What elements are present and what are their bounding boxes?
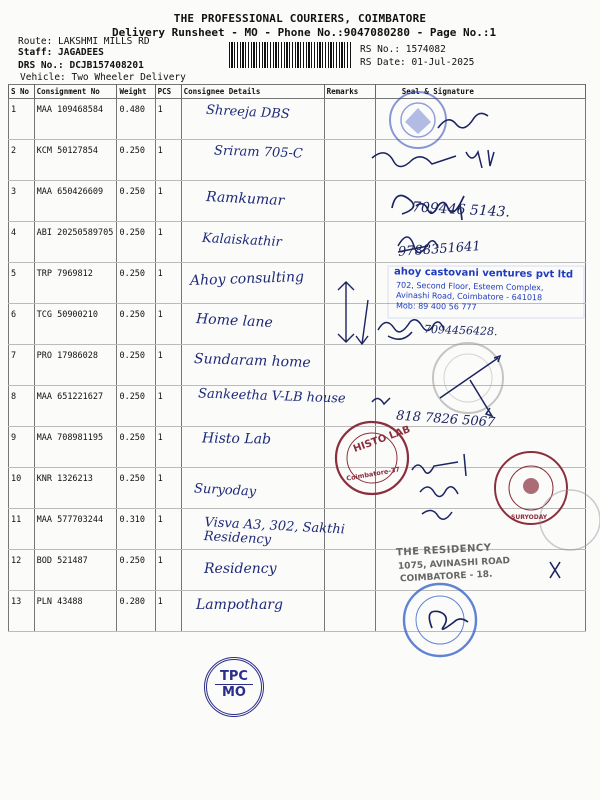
route-label: Route: LAKSHMI MILLS RD	[18, 36, 150, 47]
cell-pcs: 1	[155, 427, 181, 468]
ahoy-mobile: Mob: 89 400 56 777	[395, 301, 477, 312]
cell-pcs: 1	[155, 222, 181, 263]
col-signature: Seal & Signature	[375, 85, 585, 99]
cell-consignment-no: MAA 651221627	[34, 386, 117, 427]
consignee-handwriting: Sundaram home	[193, 350, 311, 372]
cell-pcs: 1	[155, 345, 181, 386]
consignee-handwriting: Kalaiskathir	[201, 230, 283, 251]
cell-weight: 0.250	[117, 345, 155, 386]
cell-weight: 0.250	[117, 222, 155, 263]
signature-row-11	[420, 487, 458, 519]
consignee-handwriting: Ahoy consulting	[189, 269, 305, 289]
col-weight: Weight	[117, 85, 155, 99]
cell-weight: 0.250	[117, 427, 155, 468]
consignee-handwriting: Sankeetha V-LB house	[197, 386, 346, 407]
col-consignee: Consignee Details	[181, 85, 324, 99]
signature-row-2	[372, 150, 494, 168]
cell-consignment-no: MAA 109468584	[34, 99, 117, 140]
cell-weight: 0.250	[117, 263, 155, 304]
ahoy-address-2: Avinashi Road, Coimbatore - 641018	[395, 290, 543, 303]
cell-sno: 11	[9, 509, 35, 550]
tpc-mo-stamp	[204, 657, 264, 717]
cell-pcs: 1	[155, 140, 181, 181]
histo-stamp-city: Coimbatore-37	[345, 465, 401, 483]
vehicle-label: Vehicle: Two Wheeler Delivery	[20, 72, 186, 83]
cell-consignment-no: MAA 650426609	[34, 181, 117, 222]
cell-pcs: 1	[155, 386, 181, 427]
phone-2: 9788351641	[397, 239, 482, 260]
cell-sno: 8	[9, 386, 35, 427]
col-remarks: Remarks	[324, 85, 375, 99]
cell-weight: 0.250	[117, 550, 155, 591]
residency-stamp-line2: 1075, AVINASHI ROAD	[397, 556, 511, 572]
tpc-text: TPC	[220, 669, 248, 684]
cell-consignment-no: BOD 521487	[34, 550, 117, 591]
cell-consignment-no: KCM 50127854	[34, 140, 117, 181]
cell-weight: 0.250	[117, 386, 155, 427]
col-consignment: Consignment No	[34, 85, 117, 99]
cell-pcs: 1	[155, 468, 181, 509]
ahoy-address-1: 702, Second Floor, Esteem Complex,	[395, 280, 544, 293]
cell-weight: 0.250	[117, 181, 155, 222]
consignee-handwriting: Lampotharg	[196, 597, 283, 613]
consignee-handwriting: Shreeja DBS	[205, 102, 291, 123]
cell-consignment-no: PRO 17986028	[34, 345, 117, 386]
cell-consignment-no: TCG 50900210	[34, 304, 117, 345]
histo-stamp-text: HISTO LAB	[351, 424, 412, 455]
remarks-arrow-marks	[338, 282, 368, 344]
stamp-row-13	[404, 584, 476, 656]
ahoy-company-name: ahoy castovani ventures pvt ltd	[393, 266, 574, 281]
rs-number: RS No.: 1574082	[360, 44, 446, 55]
residency-stamp-line1: THE RESIDENCY	[395, 542, 492, 559]
consignee-handwriting: Suryoday	[193, 481, 257, 500]
drs-number: DRS No.: DCJB157408201	[18, 60, 144, 71]
col-sno: S No	[9, 85, 35, 99]
phone-3: 7094456428.	[423, 322, 498, 339]
signature-row-10	[412, 454, 466, 476]
consignee-handwriting: Sriram 705-C	[213, 143, 304, 162]
cell-weight: 0.310	[117, 509, 155, 550]
stamp-row-7-8	[433, 343, 503, 416]
cell-sno: 10	[9, 468, 35, 509]
cell-consignment-no: KNR 1326213	[34, 468, 117, 509]
cell-consignment-no: TRP 7969812	[34, 263, 117, 304]
cell-pcs: 1	[155, 550, 181, 591]
cell-sno: 4	[9, 222, 35, 263]
consignee-handwriting: Visva A3, 302, Sakthi Residency	[203, 515, 346, 548]
suryoday-stamp-text: SURYODAY	[511, 514, 548, 521]
cell-weight: 0.280	[117, 591, 155, 632]
cell-weight: 0.480	[117, 99, 155, 140]
cell-pcs: 1	[155, 181, 181, 222]
cell-consignment-no: MAA 577703244	[34, 509, 117, 550]
consignee-handwriting: Home lane	[195, 311, 274, 331]
residency-stamp-line3: COIMBATORE - 18.	[399, 569, 493, 585]
cell-sno: 7	[9, 345, 35, 386]
runsheet-title: Delivery Runsheet - MO - Phone No.:9047080280 - Page No.:1	[112, 26, 497, 39]
cell-sno: 12	[9, 550, 35, 591]
cell-consignment-no: ABI 20250589705	[34, 222, 117, 263]
cell-pcs: 1	[155, 591, 181, 632]
cell-sno: 13	[9, 591, 35, 632]
col-pcs: PCS	[155, 85, 181, 99]
phone-4: 818 7826 5067	[395, 408, 496, 431]
cell-weight: 0.250	[117, 140, 155, 181]
cell-consignment-no: PLN 43488	[34, 591, 117, 632]
cell-pcs: 1	[155, 304, 181, 345]
mo-text: MO	[215, 684, 253, 700]
cell-pcs: 1	[155, 99, 181, 140]
stamp-row-1	[390, 92, 488, 148]
cell-sno: 9	[9, 427, 35, 468]
cell-consignment-no: MAA 708981195	[34, 427, 117, 468]
signature-row-8	[372, 398, 390, 404]
cell-sno: 3	[9, 181, 35, 222]
signature-row-12	[550, 562, 560, 578]
rs-date: RS Date: 01-Jul-2025	[360, 57, 475, 68]
cell-sno: 5	[9, 263, 35, 304]
staff-label: Staff: JAGADEES	[18, 47, 104, 58]
cell-sno: 2	[9, 140, 35, 181]
consignee-handwriting: Histo Lab	[201, 430, 272, 448]
consignee-handwriting: Residency	[204, 561, 277, 577]
phone-1: 709446 5143.	[411, 199, 511, 221]
cell-pcs: 1	[155, 509, 181, 550]
company-title: THE PROFESSIONAL COURIERS, COIMBATORE	[173, 12, 427, 25]
cell-weight: 0.250	[117, 304, 155, 345]
cell-sno: 6	[9, 304, 35, 345]
cell-sno: 1	[9, 99, 35, 140]
cell-pcs: 1	[155, 263, 181, 304]
consignee-handwriting: Ramkumar	[205, 188, 285, 210]
cell-weight: 0.250	[117, 468, 155, 509]
